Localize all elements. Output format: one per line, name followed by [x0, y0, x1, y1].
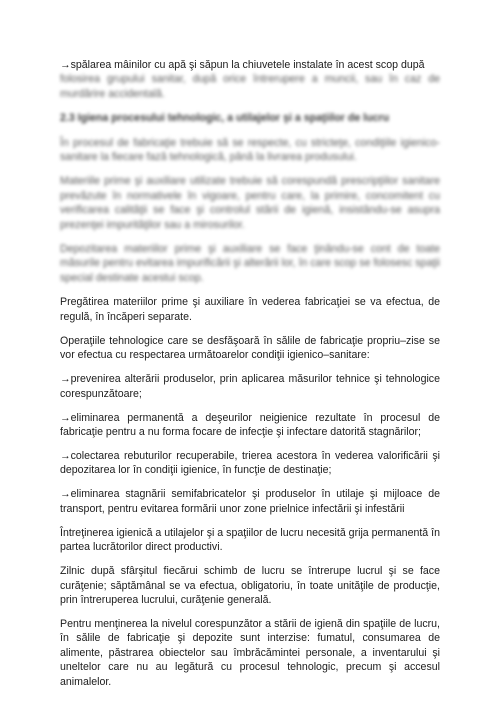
blurred-paragraph-3: Depozitarea materiilor prime şi auxiliare se face ţinându-se cont de toate măsurile pentru evitarea impurificării şi alterării lor, în care scop se folosesc spaţii special destinate acestui scop.: [60, 243, 440, 284]
list-item: →colectarea rebuturilor recuperabile, trierea acestora în vederea valorificării şi depozitarea lor în condiţii igienice, în funcţie de destinaţie;: [60, 449, 440, 477]
intro-line: →spălarea mâinilor cu apă şi săpun la chiuvetele instalate în acest scop după: [60, 59, 425, 71]
paragraph: Pregătirea materiilor prime şi auxiliare în vederea fabricaţiei se va efectua, de regulă, în încăperi separate.: [60, 296, 440, 323]
intro-continuation: folosirea grupului sanitar, după orice întrerupere a muncii, sau în caz de murdărire accidentală.: [60, 73, 440, 100]
list-item: →prevenirea alterării produselor, prin aplicarea măsurilor tehnice şi tehnologice corespunzătoare;: [60, 373, 440, 400]
paragraph: Zilnic după sfârşitul fiecărui schimb de lucru se întrerupe lucrul şi se face curăţenie; săptămânal se va efectua, obligatoriu, în toate unităţile de producţie, prin întreruperea lucrului, curăţenie generală.: [60, 565, 440, 606]
paragraph: Întreţinerea igienică a utilajelor şi a spaţiilor de lucru necesită grija permanentă în partea lucrătorilor direct productivi.: [60, 526, 440, 554]
section-heading: 2.3 Igiena procesului tehnologic, a utilajelor şi a spaţiilor de lucru: [60, 112, 390, 125]
paragraph: Operaţiile tehnologice care se desfăşoară în sălile de fabricaţie propriu–zise se vor efectua cu respectarea următoarelor condiţii igienico–sanitare:: [60, 334, 440, 362]
blurred-preview-section: [60, 72, 440, 285]
blurred-paragraph-1: În procesul de fabricaţie trebuie să se respecte, cu stricteţe, condiţiile igienico-sanitare la fiecare fază tehnologică, până la livrarea produsului.: [60, 136, 440, 164]
paragraph: Pentru menţinerea la nivelul corespunzător a stării de igienă din spaţiile de lucru, în sălile de fabricaţie şi depozite sunt interzise: fumatul, consumarea de alimente, păstrarea obiectelor sau îmbrăcămintei personale, a inventarului şi uneltelor care nu au legătură cu procesul tehnologic, precum şi accesul animalelor.: [60, 617, 440, 688]
list-item: →eliminarea stagnării semifabricatelor şi produselor în utilaje şi mijloace de transport, pentru evitarea formării unor zone prielnice infectării şi infestării: [60, 488, 440, 515]
document-body: [60, 295, 440, 689]
list-item: →eliminarea permanentă a deşeurilor neigienice rezultate în procesul de fabricaţie pentru a nu forma focare de infecţie şi infectare datorită stagnărilor;: [60, 411, 440, 438]
blurred-paragraph-2: Materiile prime şi auxiliare utilizate trebuie să corespundă prescripţiilor sanitare prevăzute în normativele în vigoare, pentru care, la primire, concomitent cu verificarea calităţii se face şi controlul stării de igienă, insistându-se asupra prezenţei impurităţilor sau a mirosurilor.: [60, 175, 440, 231]
